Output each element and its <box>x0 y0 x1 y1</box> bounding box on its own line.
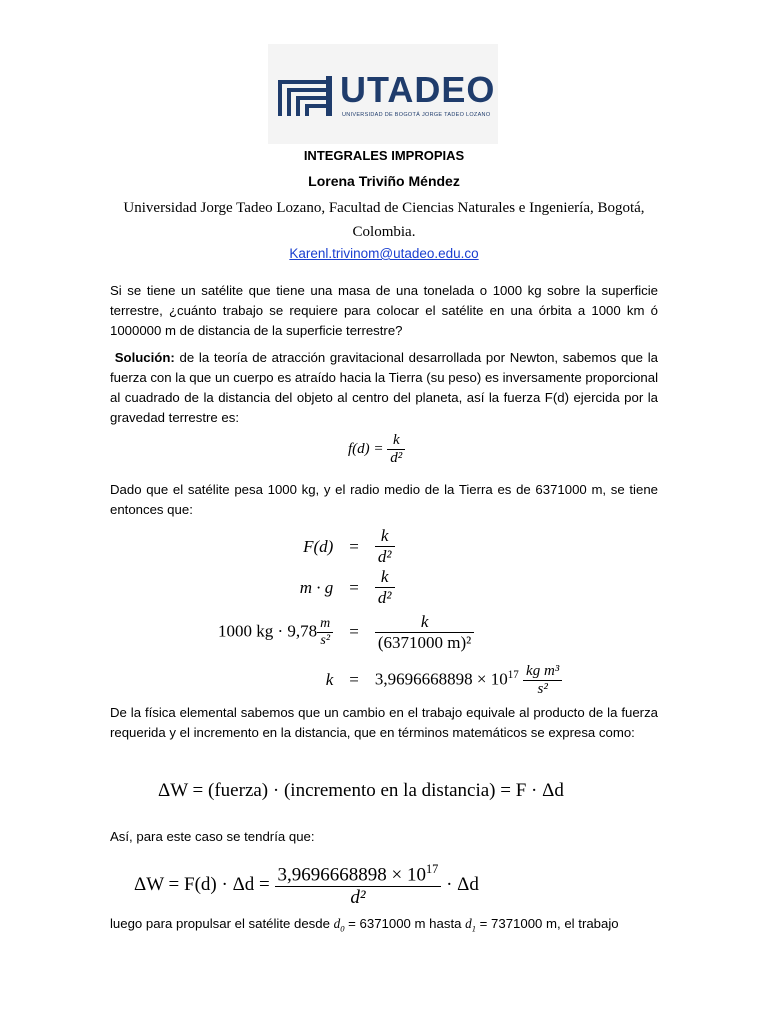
sys-row4-lhs: k <box>325 670 334 689</box>
sys-row4-exponent: 17 <box>507 668 519 681</box>
author-name: Lorena Triviño Méndez <box>308 173 460 189</box>
sys-row3-num: k <box>420 611 429 631</box>
final-text-c: = 7371000 m, el trabajo <box>476 916 619 931</box>
sys-row2-eq: = <box>349 577 359 597</box>
sys-row2-lhs: m · g <box>299 577 334 597</box>
sys-row2-fraction <box>375 567 395 608</box>
logo-wordmark: UTADEO <box>340 69 496 110</box>
sys-row2-num: k <box>380 567 389 586</box>
eq1-numerator: k <box>392 432 400 448</box>
eq-case-fraction <box>275 862 442 909</box>
affiliation: Universidad Jorge Tadeo Lozano, Facultad de Ciencias Naturales e Ingeniería, Bogotá, Colombia. <box>123 200 645 240</box>
sys-row3-lhs: 1000 kg · 9,78 <box>218 620 318 640</box>
equation-work-definition: ΔW = (fuerza) · (incremento en la distancia) = F · Δd <box>158 780 564 801</box>
final-text-b: = 6371000 m hasta <box>344 916 466 931</box>
sys-row1-lhs: F(d) <box>303 536 334 556</box>
equation-work-case <box>134 862 479 909</box>
sys-row3-fraction <box>375 612 474 653</box>
sys-row4-unit-num: kg m³ <box>526 662 560 679</box>
sys-row4-unit <box>523 663 562 698</box>
eq-case-num: 3,9696668898 × 10 <box>277 864 426 886</box>
logo-mark-icon <box>276 72 336 118</box>
sys-row4-unit-den: s² <box>523 680 562 698</box>
physics-paragraph: De la física elemental sabemos que un cambio en el trabajo equivale al producto de la fuerza requerida y el incremento en la distancia, que en términos matemáticos se expresa como: <box>110 705 658 740</box>
sys-row3-den: (6371000 m)² <box>375 632 474 653</box>
thus-paragraph: Así, para este caso se tendría que: <box>110 829 315 844</box>
utadeo-logo <box>268 44 498 144</box>
eq-case-tail: · Δd <box>446 874 479 896</box>
eq1-fraction <box>387 432 405 467</box>
equation-system <box>210 526 570 704</box>
sys-row4-value: 3,9696668898 × 10 <box>374 668 508 688</box>
final-paragraph <box>110 914 658 939</box>
logo-subtitle: UNIVERSIDAD DE BOGOTÁ JORGE TADEO LOZANO <box>342 112 491 118</box>
document-title: INTEGRALES IMPROPIAS <box>303 148 465 163</box>
eq1-denominator: d² <box>387 449 405 467</box>
equation-force-law <box>348 432 405 467</box>
sys-row3-unit <box>317 616 333 649</box>
sys-row3-unit-num: m <box>320 615 331 631</box>
solution-label: Solución: <box>114 350 175 365</box>
final-text-a: luego para propulsar el satélite desde <box>110 916 334 931</box>
eq-case-lhs: ΔW = F(d) · Δd = <box>134 874 270 896</box>
sys-row2-den: d² <box>375 587 395 608</box>
author-email-link[interactable]: Karenl.trivinom@utadeo.edu.co <box>289 246 479 261</box>
eq1-lhs: f(d) = <box>348 440 384 457</box>
eq-case-den: d² <box>275 886 442 909</box>
d0-symbol: $d_0$ <box>333 916 345 934</box>
eq-case-exp: 17 <box>425 862 439 876</box>
sys-row1-eq: = <box>349 536 359 556</box>
d1-symbol: $d_1$ <box>465 916 476 934</box>
sys-row1-num: k <box>380 526 389 545</box>
problem-statement: Si se tiene un satélite que tiene una masa de una tonelada o 1000 kg sobre la superficie terrestre, ¿cuánto trabajo se requiere para colocar el satélite en una órbita a 1000 km ó 1000000 m de distancia de la superficie terrestre? <box>110 283 658 338</box>
solution-text: de la teoría de atracción gravitacional desarrollada por Newton, sabemos que la fuerza con la que un cuerpo es atraído hacia la Tierra (su peso) es inversamente proporcional al cuadrado de la distancia del objeto al centro del planeta, así la fuerza F(d) ejercida por la gravedad terrestre es: <box>110 350 658 425</box>
sys-row1-fraction <box>375 526 395 567</box>
sys-row1-den: d² <box>375 546 395 567</box>
sys-row3-unit-den: s² <box>317 632 333 649</box>
sys-row4-eq: = <box>349 670 359 689</box>
solution-paragraph <box>110 348 658 428</box>
sys-row3-eq: = <box>349 622 359 641</box>
given-paragraph: Dado que el satélite pesa 1000 kg, y el radio medio de la Tierra es de 6371000 m, se tiene entonces que: <box>110 482 658 517</box>
